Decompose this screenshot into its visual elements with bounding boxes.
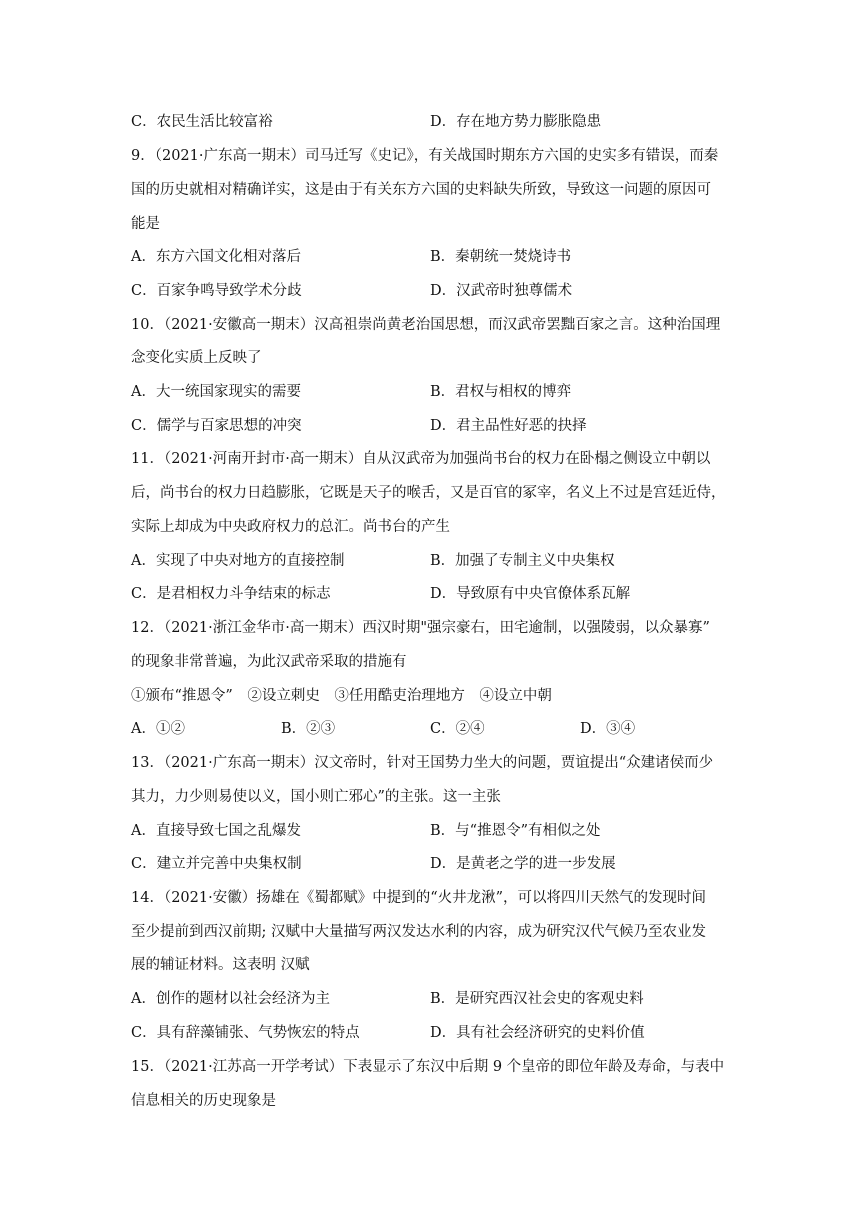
q9-option-b: B．秦朝统一焚烧诗书 <box>430 249 572 265</box>
q15-stem-line-1: 15．（2021·江苏高一开学考试）下表显示了东汉中后期 9 个皇帝的即位年龄及寿命，与表中 <box>131 1059 725 1075</box>
q11-option-b: B．加强了专制主义中央集权 <box>430 553 615 569</box>
q12-stem-line-2: 的现象非常普遍，为此汉武帝采取的措施有 <box>131 654 407 670</box>
q10-option-c: C．儒学与百家思想的冲突 <box>131 418 302 434</box>
q10-option-a: A．大一统国家现实的需要 <box>131 384 301 400</box>
q11-stem-line-3: 实际上却成为中央政府权力的总汇。尚书台的产生 <box>131 519 450 535</box>
q9-stem-line-1: 9．（2021·广东高一期末）司马迁写《史记》，有关战国时期东方六国的史实多有错误，而秦 <box>131 148 719 164</box>
q10-option-b: B．君权与相权的博弈 <box>430 384 572 400</box>
q13-option-a: A．直接导致七国之乱爆发 <box>131 823 301 839</box>
q14-option-d: D．具有社会经济研究的史料价值 <box>430 1025 645 1041</box>
q12-option-d: D．③④ <box>580 721 636 737</box>
q13-stem-line-2: 其力，力少则易使以义，国小则亡邪心”的主张。这一主张 <box>131 789 501 805</box>
q12-stem-line-1: 12．（2021·浙江金华市·高一期末）西汉时期"强宗豪右，田宅逾制，以强陵弱，以众暴寡” <box>131 620 710 636</box>
q14-option-a: A．创作的题材以社会经济为主 <box>131 991 330 1007</box>
q14-stem-line-2: 至少提前到西汉前期; 汉赋中大量描写两汉发达水利的内容，成为研究汉代气候乃至农业发 <box>131 924 706 940</box>
q11-option-c: C．是君相权力斗争结束的标志 <box>131 586 331 602</box>
q10-stem-line-2: 念变化实质上反映了 <box>131 350 262 366</box>
q12-items: ①颁布“推恩令” ②设立刺史 ③任用酷吏治理地方 ④设立中朝 <box>131 688 552 704</box>
q9-option-a: A．东方六国文化相对落后 <box>131 249 301 265</box>
q8-option-d: D．存在地方势力膨胀隐患 <box>430 114 602 130</box>
q8-option-c: C．农民生活比较富裕 <box>131 114 273 130</box>
q13-option-c: C．建立并完善中央集权制 <box>131 856 302 872</box>
q9-option-d: D．汉武帝时独尊儒术 <box>430 283 573 299</box>
q12-option-c: C．②④ <box>430 721 485 737</box>
q10-stem-line-1: 10．（2021·安徽高一期末）汉高祖崇尚黄老治国思想，而汉武帝罢黜百家之言。这种治国理 <box>131 317 721 333</box>
q13-option-b: B．与“推恩令”有相似之处 <box>430 823 601 839</box>
q13-stem-line-1: 13．（2021·广东高一期末）汉文帝时，针对王国势力坐大的问题，贾谊提出“众建诸侯而少 <box>131 755 714 771</box>
q11-stem-line-2: 后，尚书台的权力日趋膨胀，它既是天子的喉舌，又是百官的冢宰，名义上不过是宫廷近侍， <box>131 485 726 501</box>
q9-stem-line-3: 能是 <box>131 216 160 232</box>
q10-option-d: D．君主品性好恶的抉择 <box>430 418 587 434</box>
q14-option-b: B．是研究西汉社会史的客观史料 <box>430 991 644 1007</box>
q14-stem-line-3: 展的辅证材料。这表明 汉赋 <box>131 957 310 973</box>
q14-stem-line-1: 14．（2021·安徽）扬雄在《蜀都赋》中提到的“火井龙湫”，可以将四川天然气的发现时间 <box>131 890 707 906</box>
q15-stem-line-2: 信息相关的历史现象是 <box>131 1093 276 1109</box>
q14-option-c: C．具有辞藻铺张、气势恢宏的特点 <box>131 1025 360 1041</box>
q9-stem-line-2: 国的历史就相对精确详实，这是由于有关东方六国的史料缺失所致，导致这一问题的原因可 <box>131 182 711 198</box>
q12-option-b: B．②③ <box>281 721 336 737</box>
q11-option-d: D．导致原有中央官僚体系瓦解 <box>430 586 631 602</box>
q11-option-a: A．实现了中央对地方的直接控制 <box>131 553 345 569</box>
q13-option-d: D．是黄老之学的进一步发展 <box>430 856 616 872</box>
q9-option-c: C．百家争鸣导致学术分歧 <box>131 283 302 299</box>
q12-option-a: A．①② <box>131 721 185 737</box>
q11-stem-line-1: 11．（2021·河南开封市·高一期末）自从汉武帝为加强尚书台的权力在卧榻之侧设立中朝以 <box>131 451 711 467</box>
